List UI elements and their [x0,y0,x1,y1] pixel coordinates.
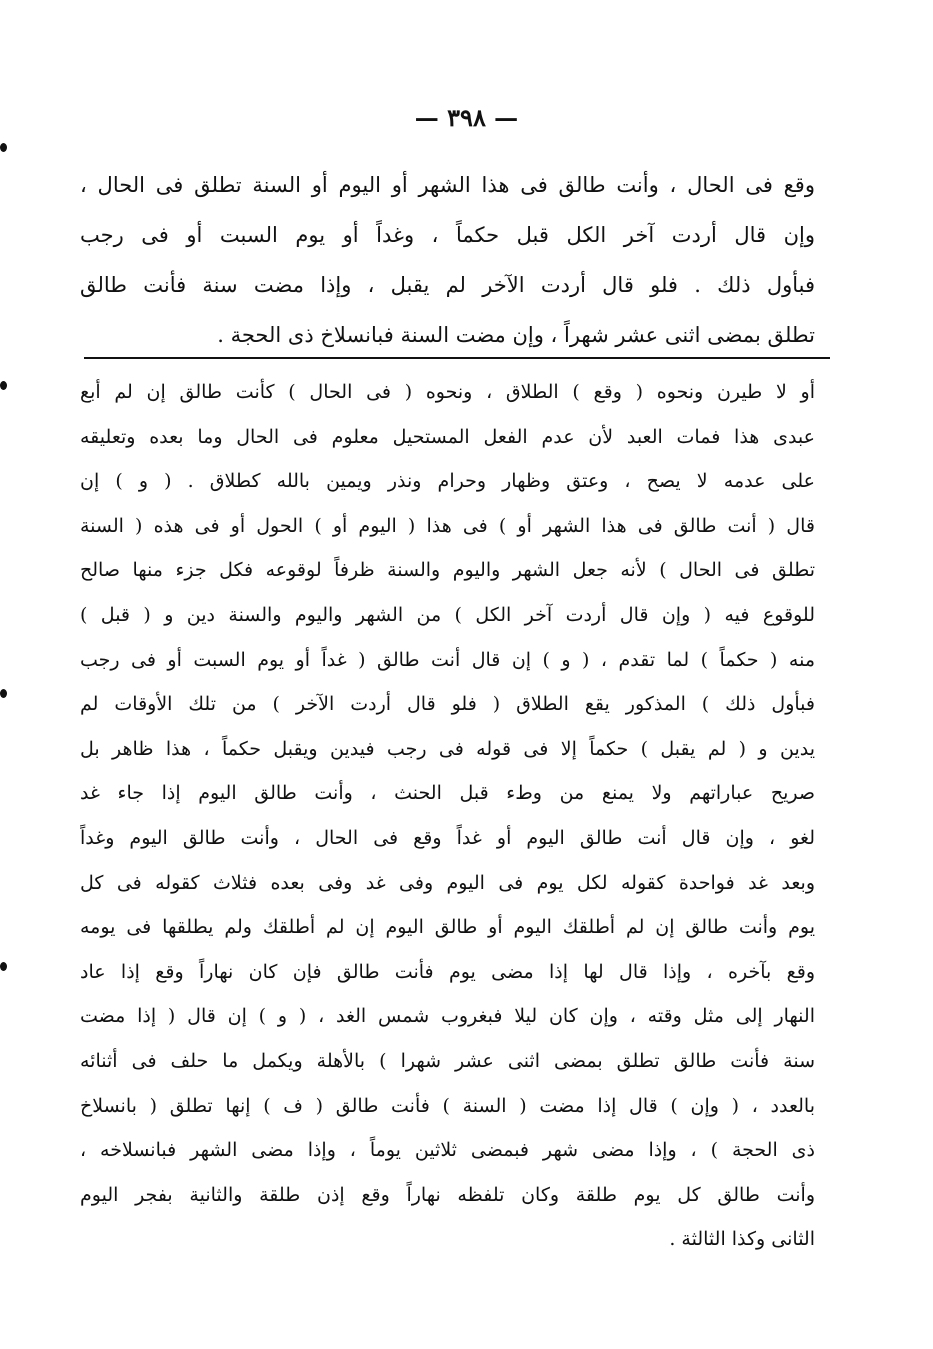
commentary-line: على عدمه لا يصح ، وعتق وظهار وحرام ونذر ويمين بالله كطلاق . ( و ) إن [80,470,815,493]
commentary-line: فبأول ذلك ) المذكور يقع الطلاق ( فلو قال أردت الآخر ) من تلك الأوقات لم [80,693,815,716]
main-text-line: وقع فى الحال ، وأنت طالق فى هذا الشهر أو اليوم أو السنة تطلق فى الحال ، [80,173,815,197]
commentary-line: يدين و ( لم يقبل ) حكماً إلا فى قوله فى رجب فيدين ويقبل حكماً ، هذا ظاهر بل [80,737,815,760]
commentary-line: الثانى وكذا الثالثة . [669,1228,815,1251]
commentary-line: للوقوع فيه ( وإن قال أردت آخر الكل ) من الشهر واليوم والسنة دين و ( قبل ) [80,603,815,626]
commentary-line: أو لا طيرن ونحوه ( وقع ) الطلاق ، ونحوه ( فى الحال ) كأنت طالق إن لم أبع [80,381,815,403]
commentary-line: سنة فأنت طالق تطلق بمضى اثنى عشر شهرا ) بالأهلة ويكمل ما حلف فى أثنائه [80,1049,815,1072]
section-divider [84,357,830,359]
margin-mark [0,143,7,152]
commentary-line: وأنت طالق كل يوم طلقة وكان تلفظه نهاراً وقع إذن طلقة والثانية بفجر اليوم [80,1183,815,1206]
commentary-line: صريح عباراتهم ولا يمنع من وطء قبل الحنث ، وأنت طالق اليوم إذا جاء غد [80,782,815,805]
commentary-line: ذى الحجة ) ، وإذا مضى شهر فبمضى ثلاثين يوماً ، وإذا مضى الشهر فبانسلاخه ، [80,1139,815,1162]
main-text-line: تطلق بمضى اثنى عشر شهراً ، وإن مضت السنة فبانسلاخ ذى الحجة . [217,323,815,347]
commentary-line: وقع بآخره ، وإذا قال لها إذا مضى يوم فأنت طالق فإن كان نهاراً وقع إذا عاد [80,960,815,983]
commentary-line: يوم وأنت طالق إن لم أطلقك اليوم أو طالق اليوم إن لم أطلقك ولم يطلقها فى يومه [80,916,815,939]
page-number: — ٣٩٨ — [414,103,519,132]
commentary-line: لغو ، وإن قال أنت طالق اليوم أو غداً وقع فى الحال ، وأنت طالق اليوم وغداً [80,826,815,849]
main-text-line: فبأول ذلك . فلو قال أردت الآخر لم يقبل ، وإذا مضت سنة فأنت طالق [80,273,815,297]
commentary-line: منه ( حكماً ) لما تقدم ، ( و ) إن قال أنت طالق ( غداً أو يوم السبت أو فى رجب [80,648,815,671]
commentary-line: عبدى هذا فمات العبد لأن عدم الفعل المستحيل معلوم فى الحال وما بعده وتعليقه [80,425,815,448]
margin-mark [0,381,7,390]
commentary-line: تطلق فى الحال ) لأنه جعل الشهر واليوم والسنة ظرفاً لوقوعه فكل جزء منها صالح [80,559,815,582]
commentary-line: بالعدد ، ( وإن ) قال إذا مضت ( السنة ) فأنت طالق ( ف ) إنها تطلق ( بانسلاخ [80,1094,815,1117]
main-text [80,160,815,360]
commentary-line: قال ( أنت طالق فى هذا الشهر أو ) فى هذا ( اليوم أو ) الحول أو فى هذه ( السنة [80,514,815,537]
main-text-line: وإن قال أردت آخر الكل قبل حكماً ، وغداً أو يوم السبت أو فى رجب [80,223,815,247]
commentary-text [80,370,815,1262]
commentary-line: النهار إلى مثل وقته ، وإن كان ليلا فبغروب شمس الغد ، ( و ) إن قال ( إذا مضت [80,1005,815,1028]
commentary-line: وبعد غد فواحدة كقوله لكل يوم فى اليوم وفى غد وفى بعده فثلاث كقوله فى كل [80,871,815,894]
margin-mark [0,689,7,698]
margin-mark [0,962,7,971]
